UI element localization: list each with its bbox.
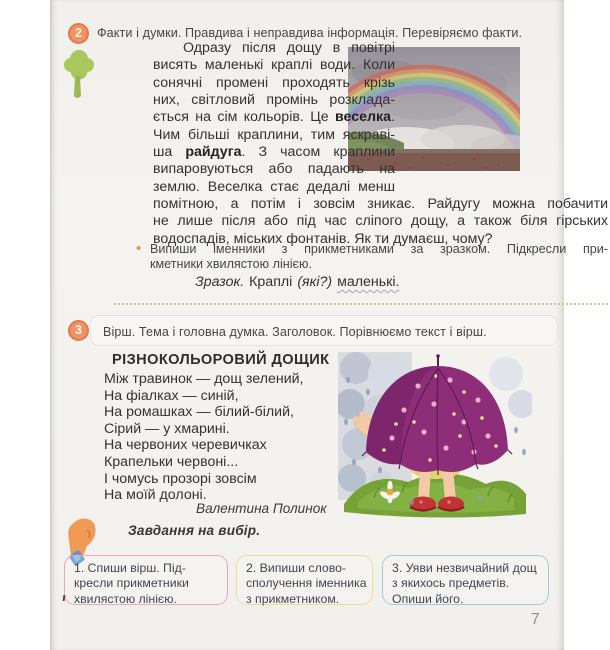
poem-line: На фіалках — синій, xyxy=(104,387,239,404)
task-option-1 xyxy=(64,555,228,605)
umbrella-girl-illustration xyxy=(338,352,532,520)
task-line: хвилястою лінією. xyxy=(74,591,177,606)
paragraph-line: землю. Веселка стає дедалі менш xyxy=(153,178,395,195)
bullet-task xyxy=(150,242,608,271)
exercise-2-header: Факти і думки. Правдива і неправдива інформація. Перевіряємо факти. xyxy=(97,26,523,40)
poem-line: І чомусь прозорі зовсім xyxy=(104,470,257,487)
poem-author: Валентина Полинок xyxy=(196,501,327,516)
task-line: 3. Уяви незвичайний дощ xyxy=(392,561,537,575)
sample-answer-wavy-underlined: маленькі. xyxy=(337,274,400,290)
poem-line: На моїй долоні. xyxy=(104,487,207,504)
exercise-3-number-badge: 3 xyxy=(68,320,89,341)
exercise-2-number-badge: 2 xyxy=(68,23,89,44)
tasks-title: Завдання на вибір. xyxy=(128,523,261,538)
poem-line: Між травинок — дощ зелений, xyxy=(104,371,304,387)
task-line: Опиши його. xyxy=(392,591,464,606)
paragraph-line: Чим більші краплини, тим яскраві- xyxy=(153,126,395,143)
task-line: 2. Випиши слово- xyxy=(246,561,347,575)
sample-question: (які?) xyxy=(297,274,333,290)
paragraph-line: Одразу після дощу в повітрі xyxy=(183,40,395,56)
poem-title: РІЗНОКОЛЬОРОВИЙ ДОЩИК xyxy=(112,352,330,368)
task-option-3 xyxy=(382,555,549,605)
page-number: 7 xyxy=(531,611,540,628)
task-line: кресли прикметники xyxy=(74,576,189,591)
book-page xyxy=(50,0,608,650)
poem xyxy=(104,371,304,504)
paragraph-line: висять маленькі краплі води. Коли xyxy=(153,57,395,74)
task-line: з прикметником. xyxy=(246,591,340,606)
task-line: 1. Спиши вірш. Під- xyxy=(74,561,186,575)
dotted-separator xyxy=(114,303,608,305)
paragraph-line: випаровуються або падають на xyxy=(153,161,395,178)
bullet-icon: • xyxy=(136,240,142,257)
paragraph-line: них, світловий промінь розклада- xyxy=(153,92,395,109)
paragraph-line: не лише після або під час сліпого дощу, а також біля гірських xyxy=(153,213,608,230)
task-line: кметники хвилястою лінією. xyxy=(150,256,312,271)
paragraph-line: ється на сім кольорів. Це веселка. xyxy=(153,109,395,126)
exercise-3-header: Вірш. Тема і головна думка. Заголовок. Порівнюємо текст і вірш. xyxy=(103,325,487,339)
task-line: сполучення іменника xyxy=(246,576,367,591)
sample-label: Зразок. xyxy=(195,274,245,290)
paragraph-line: помітною, а потім і зовсім зникає. Райдугу можна побачити xyxy=(153,196,608,213)
paragraph-line: водоспадів, міських фонтанів. Як ти думаєш, чому? xyxy=(153,230,493,247)
sample-line xyxy=(195,274,404,290)
task-line: Випиши іменники з прикметниками за зразком. Підкресли при- xyxy=(150,242,608,256)
sample-noun: Краплі xyxy=(249,274,293,290)
paragraph-line: сонячні промені проходять крізь xyxy=(153,74,395,91)
poem-line: На червоних черевичках xyxy=(104,437,267,454)
exercise-3-header-box xyxy=(90,315,558,346)
poem-line: Сірий — у хмарині. xyxy=(104,420,230,437)
paragraph-line: ша райдуга. З часом краплини xyxy=(153,144,396,161)
tree-icon xyxy=(61,46,97,106)
task-line: з якихось предметів. xyxy=(392,576,510,591)
poem-line: На ромашках — білий-білий, xyxy=(104,404,294,421)
poem-line: Крапельки червоні... xyxy=(104,453,239,470)
intro-paragraph xyxy=(153,40,608,248)
task-option-2 xyxy=(236,555,373,605)
